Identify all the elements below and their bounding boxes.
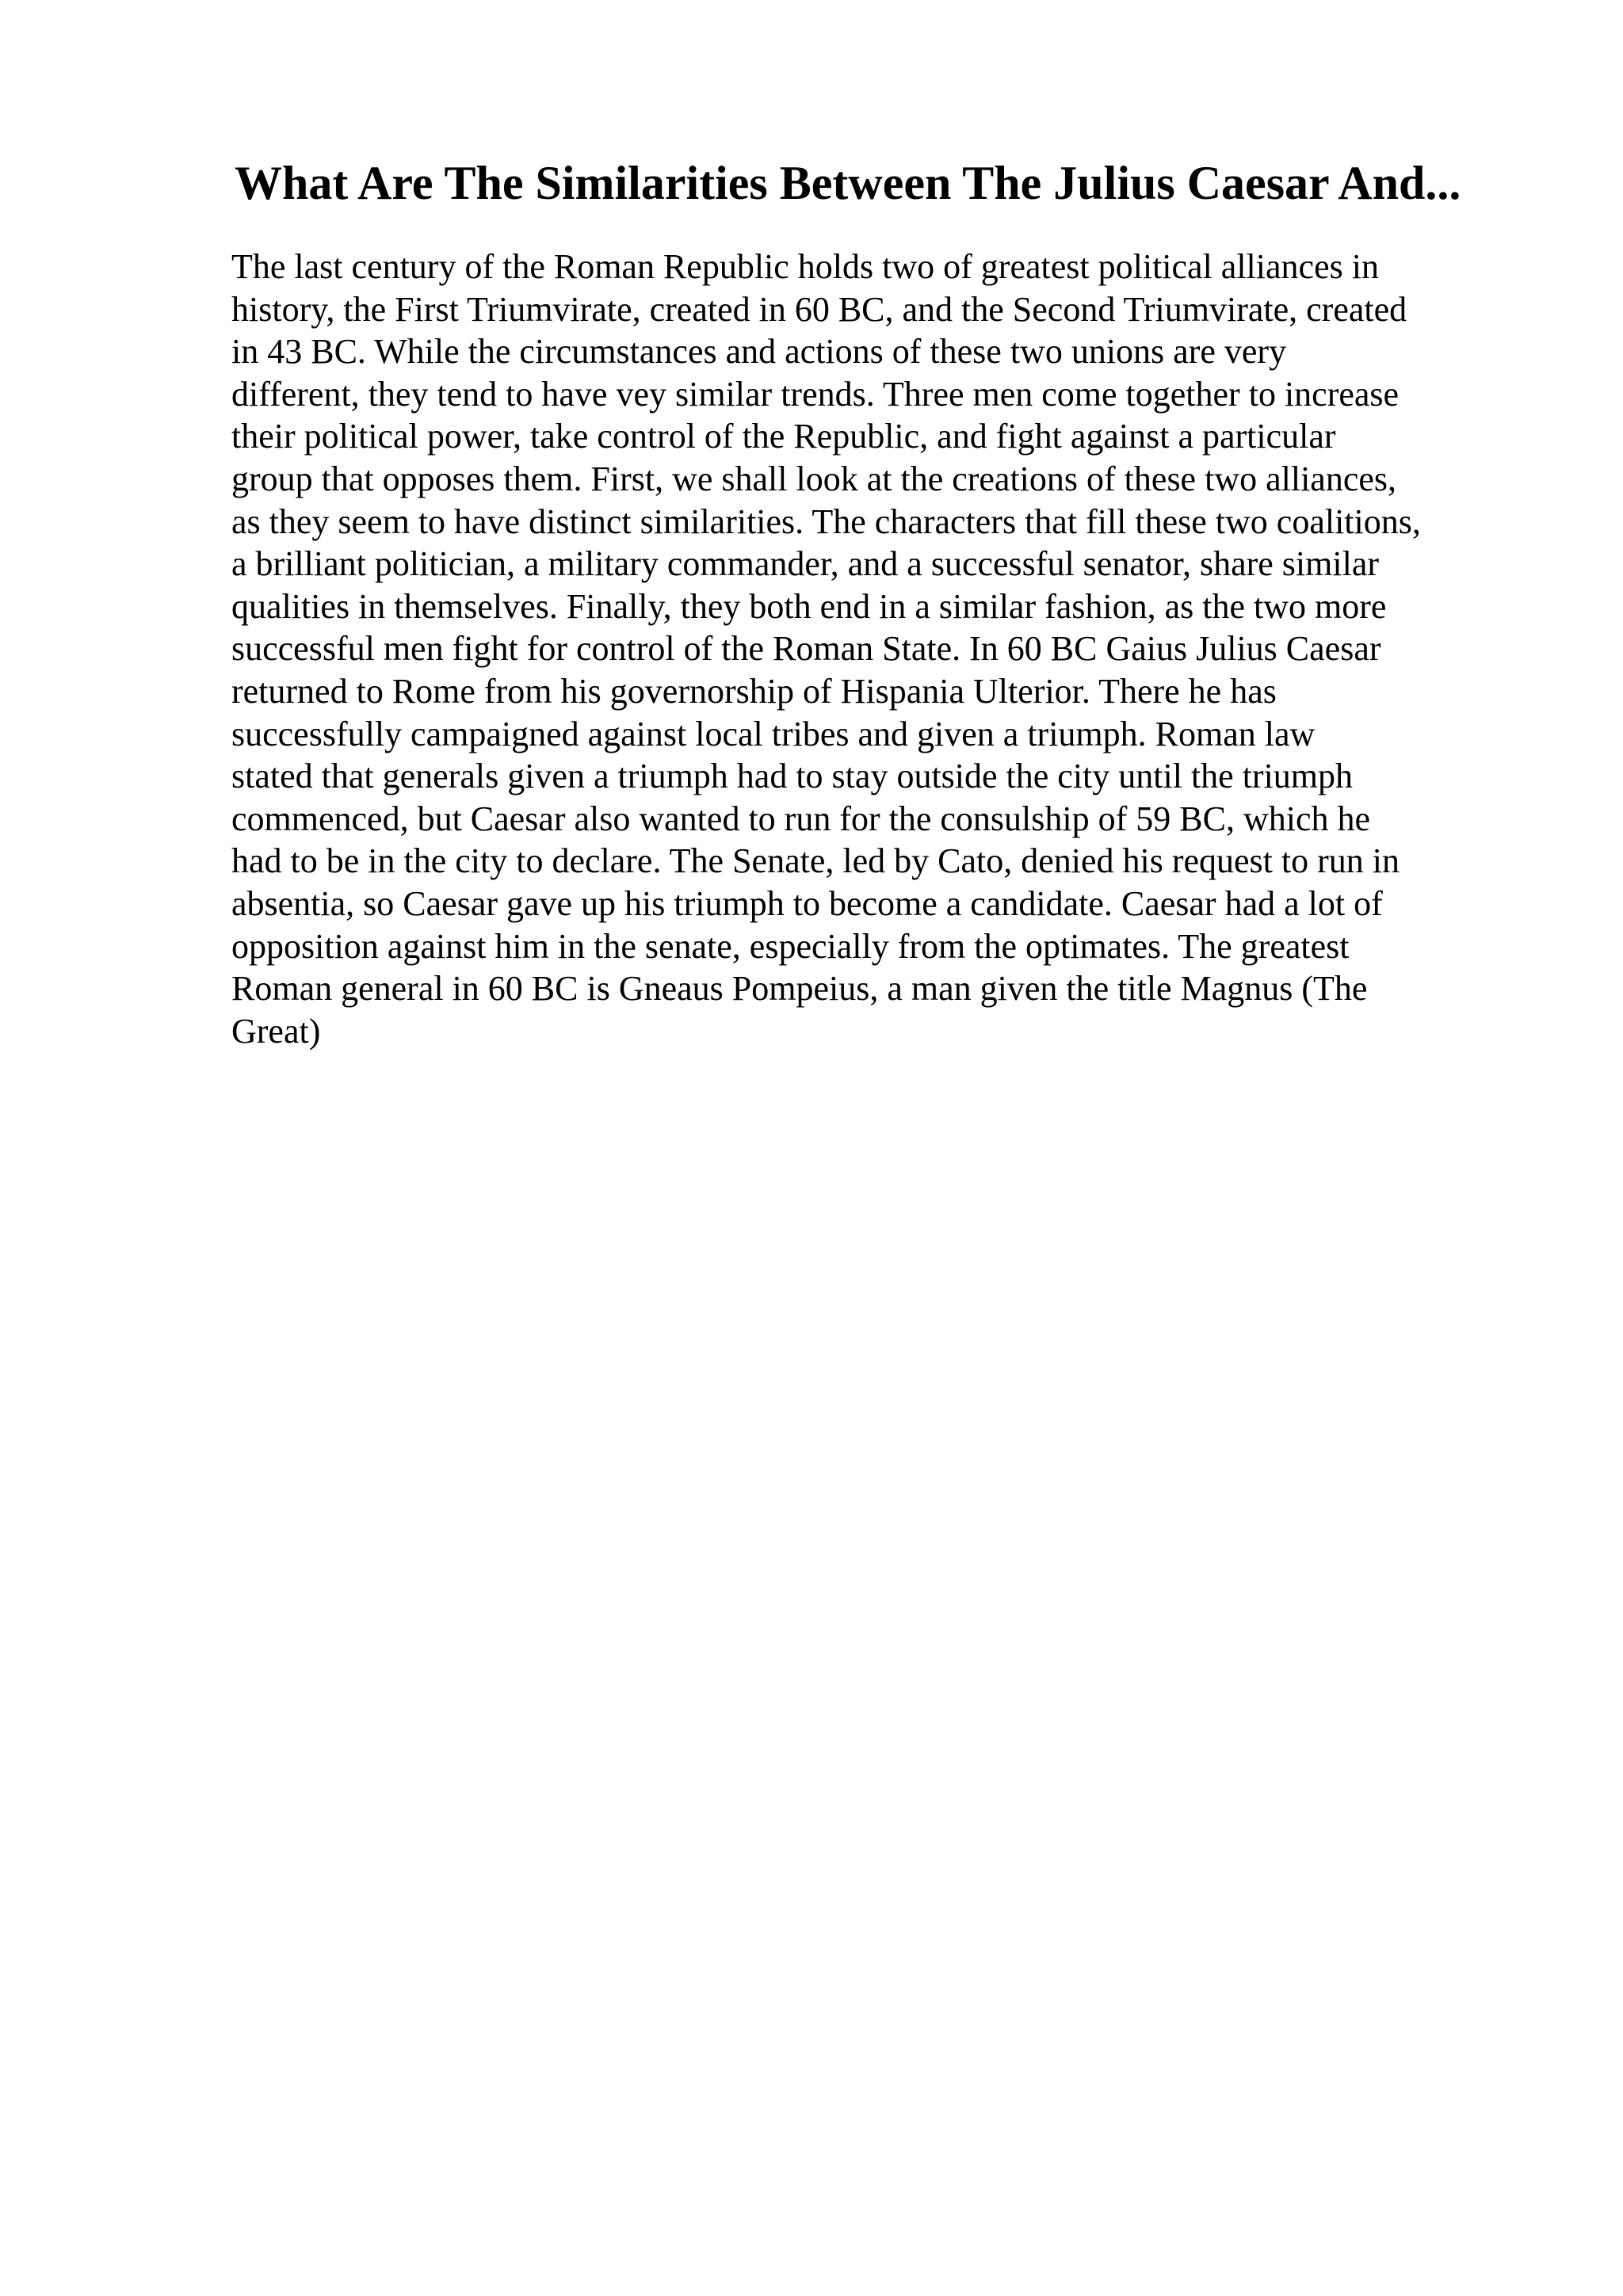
body-line: their political power, take control of the Republic, and fight against a particular [231, 417, 1336, 456]
body-line: group that opposes them. First, we shall look at the creations of these two alliances, [231, 459, 1397, 498]
body-line: opposition against him in the senate, especially from the optimates. The greatest [231, 926, 1350, 966]
body-line: successfully campaigned against local tribes and given a triumph. Roman law [231, 714, 1316, 753]
body-line: The last century of the Roman Republic holds two of greatest political alliances in [231, 247, 1379, 286]
body-line: history, the First Triumvirate, created in 60 BC, and the Second Triumvirate, created [231, 289, 1407, 329]
body-line: absentia, so Caesar gave up his triumph to become a candidate. Caesar had a lot of [231, 883, 1383, 923]
body-line: commenced, but Caesar also wanted to run for the consulship of 59 BC, which he [231, 799, 1371, 838]
body-line: in 43 BC. While the circumstances and actions of these two unions are very [231, 332, 1287, 372]
body-line: as they seem to have distinct similarities. The characters that fill these two coalitions, [231, 502, 1421, 541]
body-line: stated that generals given a triumph had to stay outside the city until the triumph [231, 757, 1354, 796]
body-line: successful men fight for control of the Roman State. In 60 BC Gaius Julius Caesar [231, 629, 1381, 669]
body-line: returned to Rome from his governorship of Hispania Ulterior. There he has [231, 671, 1277, 711]
body-line: a brilliant politician, a military commander, and a successful senator, share similar [231, 544, 1380, 584]
body-line: Roman general in 60 BC is Gneaus Pompeius, a man given the title Magnus (The [231, 969, 1368, 1009]
document-title: What Are The Similarities Between The Julius Caesar And... [235, 157, 1461, 209]
document-body [231, 246, 1515, 1052]
body-line: different, they tend to have vey similar trends. Three men come together to increase [231, 374, 1400, 414]
body-line: qualities in themselves. Finally, they both end in a similar fashion, as the two more [231, 586, 1387, 626]
body-line: Great) [231, 1011, 321, 1051]
body-line: had to be in the city to declare. The Senate, led by Cato, denied his request to run in [231, 841, 1400, 881]
